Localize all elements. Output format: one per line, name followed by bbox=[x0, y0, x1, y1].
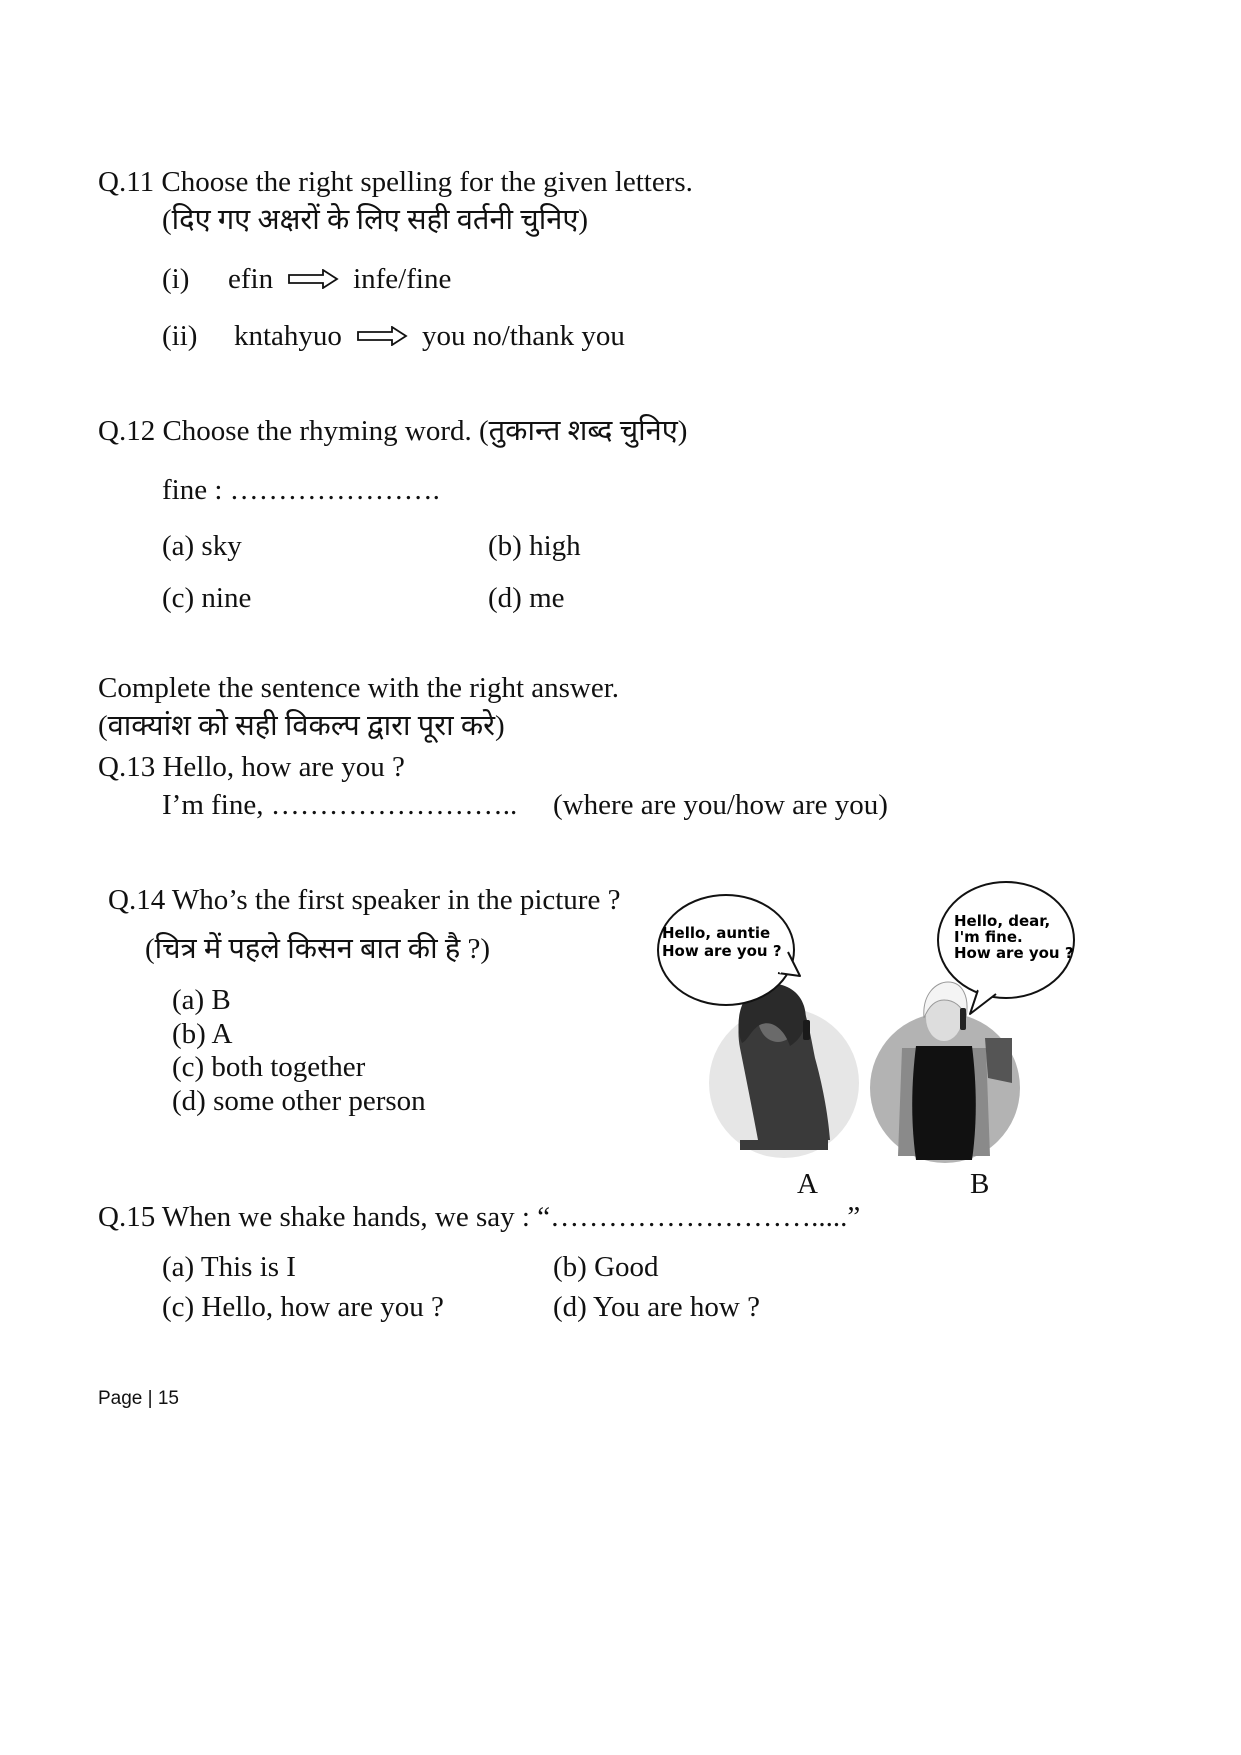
q15-option-d: (d) You are how ? bbox=[553, 1291, 760, 1323]
q12-option-a: (a) sky bbox=[162, 530, 242, 562]
q13-answer-line: I’m fine, …………………….. bbox=[162, 789, 518, 821]
bubble-b-line-2: I'm fine. bbox=[954, 928, 1023, 946]
q12-prompt: fine : …………………. bbox=[162, 474, 440, 506]
q15-option-b: (b) Good bbox=[553, 1251, 659, 1283]
q15-option-a: (a) This is I bbox=[162, 1251, 296, 1283]
q11-item-1-num: (i) bbox=[162, 263, 190, 295]
arrow-right-icon bbox=[356, 326, 408, 346]
q14-option-c: (c) both together bbox=[172, 1051, 366, 1083]
q11-item-2-choices: you no/thank you bbox=[421, 320, 625, 352]
q15-option-c: (c) Hello, how are you ? bbox=[162, 1291, 444, 1323]
q12-option-c: (c) nine bbox=[162, 582, 252, 614]
q11-item-2 bbox=[162, 319, 625, 353]
q15-title: Q.15 When we shake hands, we say : “……………………….....” bbox=[98, 1201, 861, 1233]
q13-title: Q.13 Hello, how are you ? bbox=[98, 751, 405, 783]
q11-item-1-choices: infe/fine bbox=[353, 263, 452, 295]
q12-option-d: (d) me bbox=[488, 582, 565, 614]
picture-label-b: B bbox=[970, 1168, 990, 1200]
q12-title: Q.12 Choose the rhyming word. (तुकान्त शब्द चुनिए) bbox=[98, 415, 688, 447]
q13-choices: (where are you/how are you) bbox=[553, 789, 888, 821]
q11-title: Q.11 Choose the right spelling for the given letters. bbox=[98, 166, 693, 198]
section-instruction: Complete the sentence with the right answer. bbox=[98, 672, 620, 704]
page-number-footer: Page | 15 bbox=[98, 1388, 180, 1409]
q11-item-1 bbox=[162, 262, 451, 296]
bubble-a-line-1: Hello, auntie bbox=[662, 924, 771, 942]
bubble-a-line-2: How are you ? bbox=[662, 942, 782, 960]
bubble-b-line-1: Hello, dear, bbox=[954, 912, 1051, 930]
q11-item-2-num: (ii) bbox=[162, 320, 198, 352]
q11-item-2-letters: kntahyuo bbox=[234, 320, 342, 352]
conversation-illustration bbox=[640, 878, 1080, 1168]
q12-option-b: (b) high bbox=[488, 530, 581, 562]
q14-option-a: (a) B bbox=[172, 984, 231, 1016]
q14-picture bbox=[640, 878, 1080, 1168]
bubble-b-line-3: How are you ? bbox=[954, 944, 1074, 962]
q14-hindi-instruction: (चित्र में पहले किसन बात की है ?) bbox=[145, 933, 491, 965]
q14-option-d: (d) some other person bbox=[172, 1085, 426, 1117]
q11-hindi-instruction: (दिए गए अक्षरों के लिए सही वर्तनी चुनिए) bbox=[162, 204, 589, 236]
arrow-right-icon bbox=[287, 269, 339, 289]
q14-option-b: (b) A bbox=[172, 1018, 233, 1050]
picture-label-a: A bbox=[797, 1168, 818, 1200]
section-hindi-instruction: (वाक्यांश को सही विकल्प द्वारा पूरा करे) bbox=[98, 710, 505, 742]
q11-item-1-letters: efin bbox=[228, 263, 274, 295]
q14-title: Q.14 Who’s the first speaker in the picture ? bbox=[108, 884, 621, 916]
